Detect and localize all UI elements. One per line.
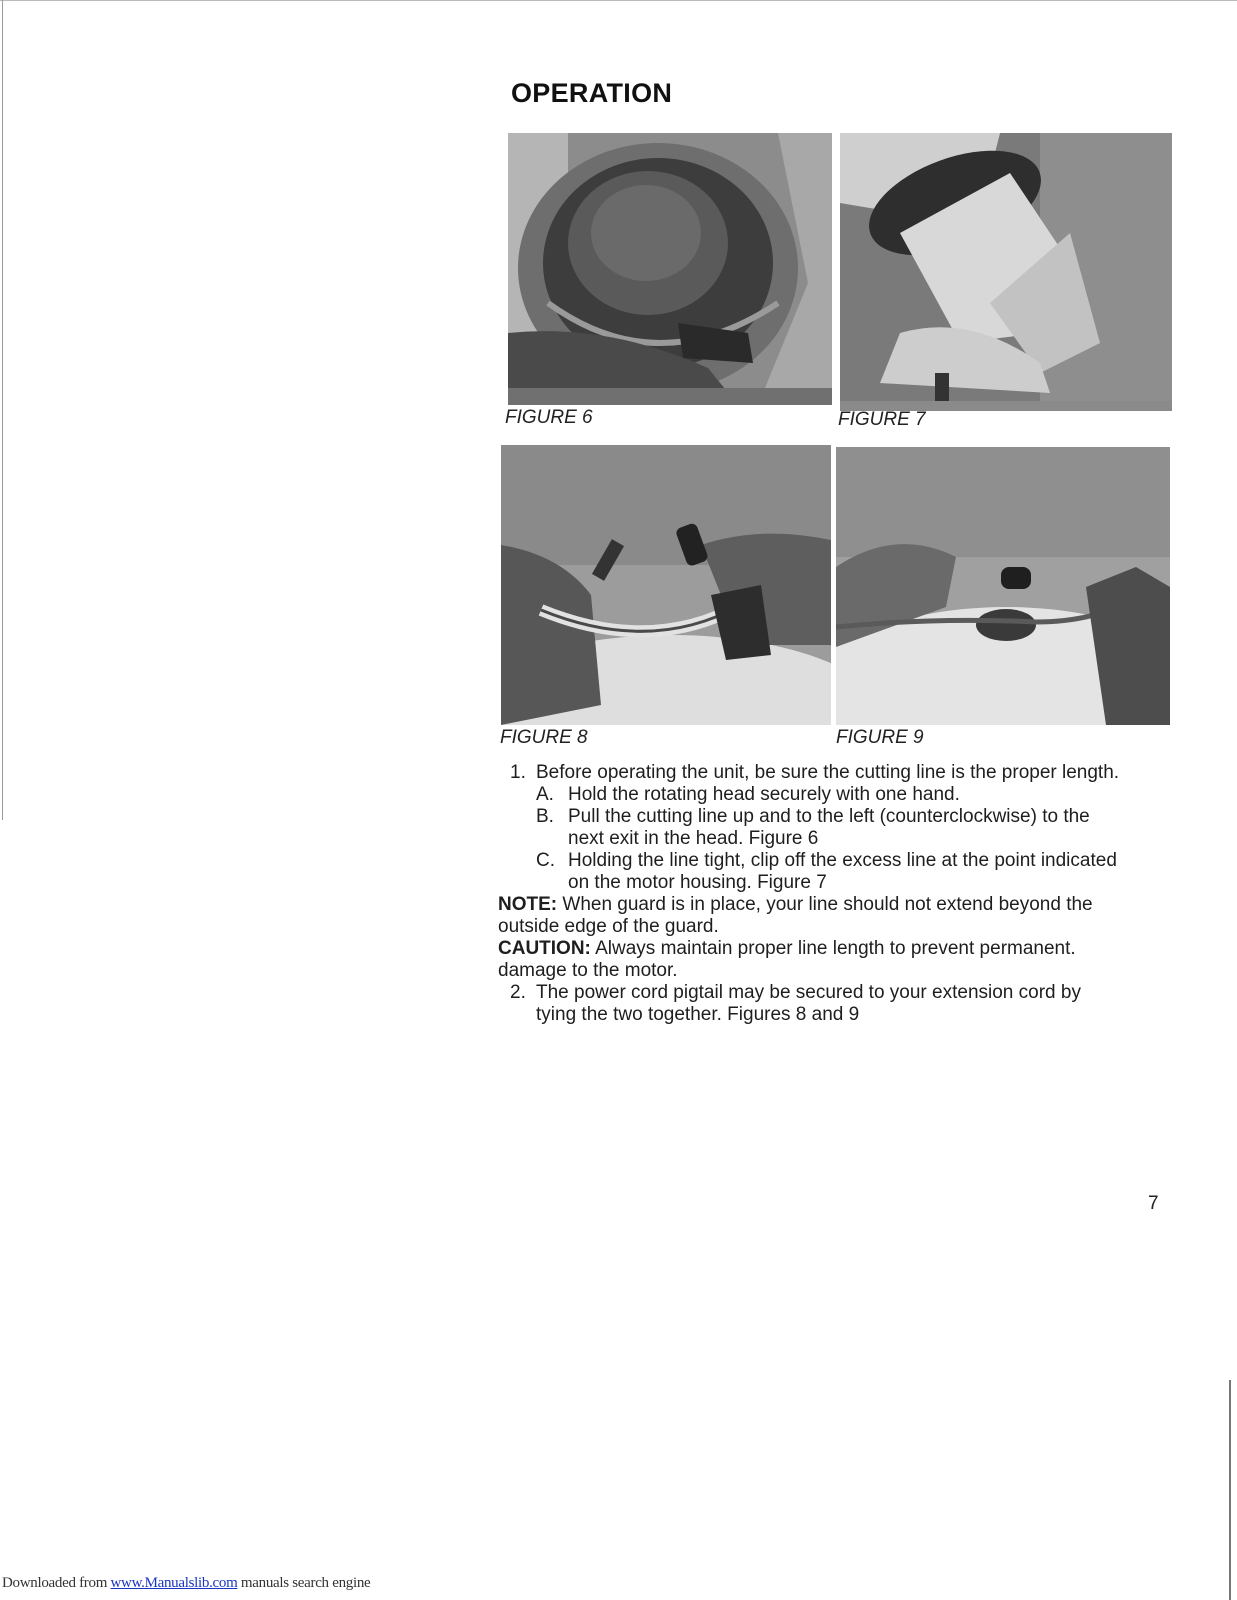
figure-9-caption: FIGURE 9 — [836, 727, 924, 748]
step-2 — [498, 982, 1178, 1004]
step-1a-letter: A. — [536, 784, 554, 805]
caution — [498, 938, 1178, 960]
step-1a-text: Hold the rotating head securely with one hand. — [568, 784, 960, 805]
instructions — [498, 762, 1178, 1026]
footer — [2, 1575, 370, 1592]
caution-text: Always maintain proper line length to prevent permanent. — [590, 938, 1076, 959]
figure-6-photo — [508, 133, 832, 405]
figure-8-photo — [501, 445, 831, 725]
footer-prefix: Downloaded from — [2, 1575, 111, 1591]
page-edge-left — [2, 0, 3, 820]
note-continuation: outside edge of the guard. — [498, 916, 719, 937]
caution-label: CAUTION: — [498, 938, 591, 959]
step-1c-continuation: on the motor housing. Figure 7 — [568, 872, 827, 893]
figure-7-photo — [840, 133, 1172, 411]
caution-continuation: damage to the motor. — [498, 960, 678, 981]
page-number: 7 — [1148, 1193, 1159, 1214]
figure-6-caption: FIGURE 6 — [505, 407, 593, 428]
figure-9-photo — [836, 447, 1170, 725]
step-1c-letter: C. — [536, 850, 555, 871]
step-1c — [498, 850, 1178, 872]
step-1 — [498, 762, 1178, 784]
page-edge-right — [1229, 1380, 1231, 1600]
step-1b — [498, 806, 1178, 828]
figure-7-caption: FIGURE 7 — [838, 409, 926, 430]
step-1-text: Before operating the unit, be sure the cutting line is the proper length. — [536, 762, 1120, 783]
note-text: When guard is in place, your line should not extend beyond the — [557, 894, 1093, 915]
manualslib-link[interactable]: www.Manualslib.com — [110, 1575, 238, 1591]
note-label: NOTE: — [498, 894, 558, 915]
page-heading: OPERATION — [511, 78, 673, 108]
step-1b-text: Pull the cutting line up and to the left (counterclockwise) to the — [568, 806, 1090, 827]
figure-8-caption — [500, 727, 588, 749]
step-2-continuation: tying the two together. Figures 8 and 9 — [536, 1004, 860, 1025]
step-1b-continuation: next exit in the head. Figure 6 — [568, 828, 819, 849]
step-1a — [498, 784, 1178, 806]
step-1b-letter: B. — [536, 806, 554, 827]
step-1-number: 1. — [510, 762, 526, 783]
step-2-number: 2. — [510, 982, 526, 1003]
step-1c-text: Holding the line tight, clip off the excess line at the point indicated — [568, 850, 1117, 871]
note — [498, 894, 1178, 916]
footer-suffix: manuals search engine — [237, 1575, 371, 1591]
page-edge-top — [0, 0, 1237, 1]
figure-8-caption-text: FIGURE 8 — [500, 727, 588, 748]
step-2-text: The power cord pigtail may be secured to your extension cord by — [536, 982, 1081, 1003]
